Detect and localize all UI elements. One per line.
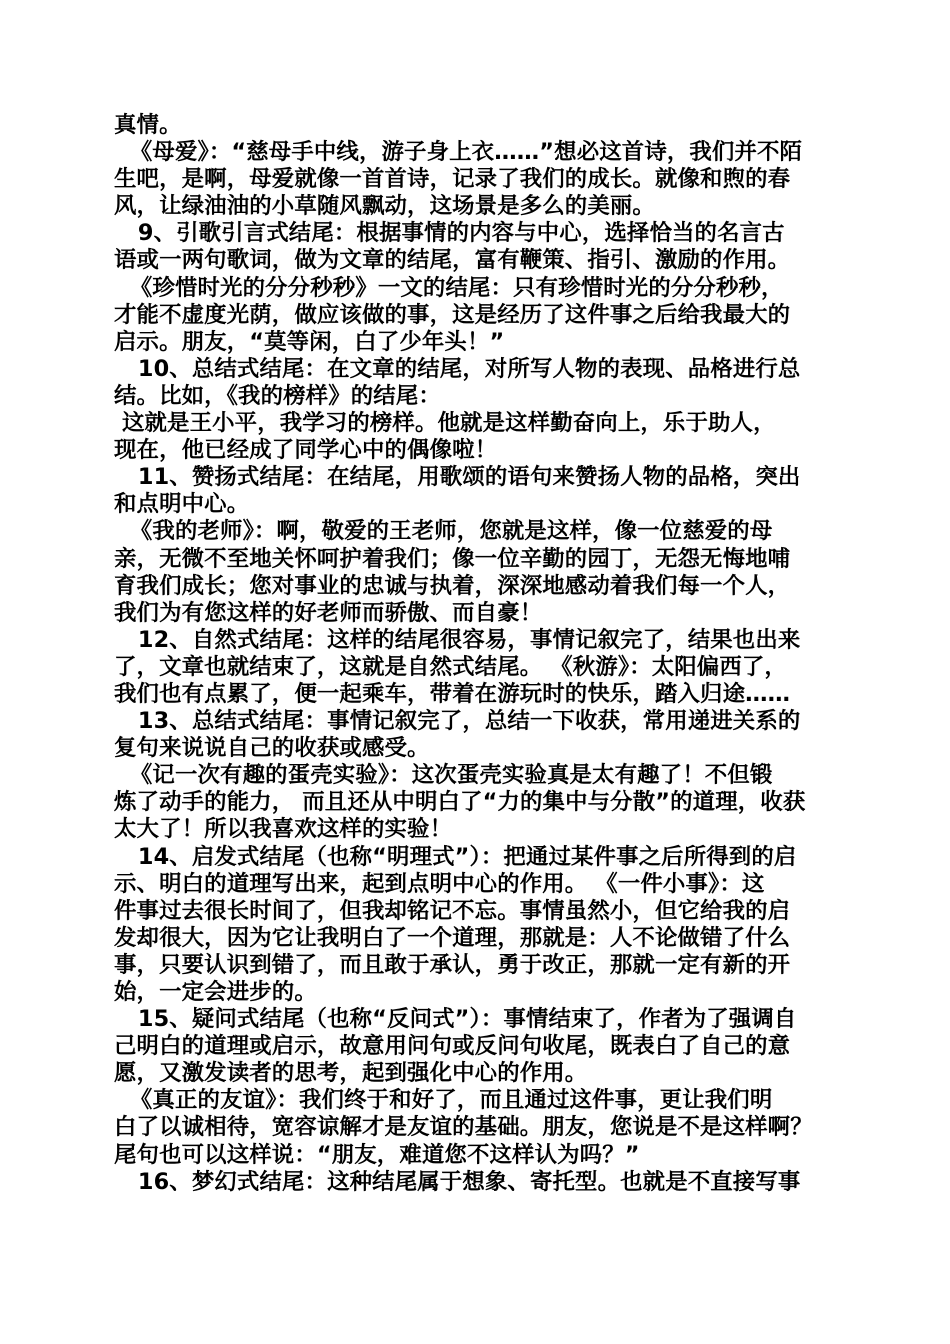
text-line: 我们也有点累了，便一起乘车，带着在游玩时的快乐，踏入归途…… <box>114 680 791 707</box>
text-line: 件事过去很长时间了，但我却铭记不忘。事情虽然小，但它给我的启 <box>114 897 791 924</box>
text-line: 才能不虚度光荫，做应该做的事，这是经历了这件事之后给我最大的 <box>114 301 791 328</box>
text-line: 和点明中心。 <box>114 491 250 518</box>
text-line: 我们为有您这样的好老师而骄傲、而自豪！ <box>114 599 543 626</box>
text-line: 尾句也可以这样说：“朋友，难道您不这样认为吗？” <box>114 1141 640 1168</box>
text-line: 生吧，是啊，母爱就像一首首诗，记录了我们的成长。就像和煦的春 <box>114 166 791 193</box>
text-line: 白了以诚相待，宽容谅解才是友谊的基础。朋友，您说是不是这样啊？ <box>114 1114 813 1141</box>
text-line: 现在，他已经成了同学心中的偶像啦！ <box>114 437 498 464</box>
text-line: 风，让绿油油的小草随风飘动，这场景是多么的美丽。 <box>114 193 655 220</box>
text-line: 11、赞扬式结尾：在结尾，用歌颂的语句来赞扬人物的品格，突出 <box>114 464 801 491</box>
text-line: 育我们成长；您对事业的忠诚与执着，深深地感动着我们每一个人， <box>114 572 791 599</box>
text-line: 10、总结式结尾：在文章的结尾，对所写人物的表现、品格进行总 <box>114 355 801 382</box>
text-line: 16、梦幻式结尾：这种结尾属于想象、寄托型。也就是不直接写事 <box>114 1168 801 1195</box>
text-line: 了，文章也就结束了，这就是自然式结尾。 《秋游》：太阳偏西了， <box>114 653 787 680</box>
text-line: 己明白的道理或启示，故意用问句或反问句收尾，既表白了自己的意 <box>114 1033 791 1060</box>
text-line: 9、引歌引言式结尾：根据事情的内容与中心，选择恰当的名言古 <box>114 220 785 247</box>
text-line: 愿，又激发读者的思考，起到强化中心的作用。 <box>114 1060 588 1087</box>
text-line: 语或一两句歌词，做为文章的结尾，富有鞭策、指引、激励的作用。 <box>114 247 791 274</box>
text-line: 《珍惜时光的分分秒秒》一文的结尾：只有珍惜时光的分分秒秒， <box>114 274 784 301</box>
text-line: 真情。 <box>114 112 182 138</box>
text-line: 示、明白的道理写出来，起到点明中心的作用。 《一件小事》：这 <box>114 870 765 897</box>
text-line: 事，只要认识到错了，而且敢于承认，勇于改正，那就一定有新的开 <box>114 951 791 978</box>
text-line: 12、自然式结尾：这样的结尾很容易，事情记叙完了，结果也出来 <box>114 626 801 653</box>
text-line: 始，一定会进步的。 <box>114 979 317 1005</box>
text-line: 14、启发式结尾（也称“明理式”）：把通过某件事之后所得到的启 <box>114 843 797 870</box>
text-line: 复句来说说自己的收获或感受。 <box>114 735 430 762</box>
text-line: 炼了动手的能力， 而且还从中明白了“力的集中与分散”的道理，收获 <box>114 789 806 816</box>
text-line: 结。比如，《我的榜样》的结尾： <box>114 382 441 409</box>
text-line: 发却很大，因为它让我明白了一个道理，那就是：人不论做错了什么 <box>114 924 791 951</box>
text-line: 《我的老师》：啊，敬爱的王老师，您就是这样，像一位慈爱的母 <box>114 518 773 545</box>
document-body <box>114 112 854 1196</box>
text-line: 《记一次有趣的蛋壳实验》：这次蛋壳实验真是太有趣了！不但锻 <box>114 762 773 789</box>
text-line: 亲，无微不至地关怀呵护着我们；像一位辛勤的园丁，无怨无悔地哺 <box>114 545 791 572</box>
text-line: 《母爱》：“慈母手中线，游子身上衣……”想必这首诗，我们并不陌 <box>114 139 803 166</box>
text-line: 15、疑问式结尾（也称“反问式”）：事情结束了，作者为了强调自 <box>114 1006 797 1033</box>
text-line: 13、总结式结尾：事情记叙完了，总结一下收获，常用递进关系的 <box>114 708 801 735</box>
text-line: 《真正的友谊》：我们终于和好了，而且通过这件事，更让我们明 <box>114 1087 773 1114</box>
text-line: 太大了！所以我喜欢这样的实验！ <box>114 816 453 843</box>
text-line: 这就是王小平，我学习的榜样。他就是这样勤奋向上，乐于助人， <box>114 410 776 437</box>
text-line: 启示。朋友，“莫等闲，白了少年头！” <box>114 328 505 355</box>
